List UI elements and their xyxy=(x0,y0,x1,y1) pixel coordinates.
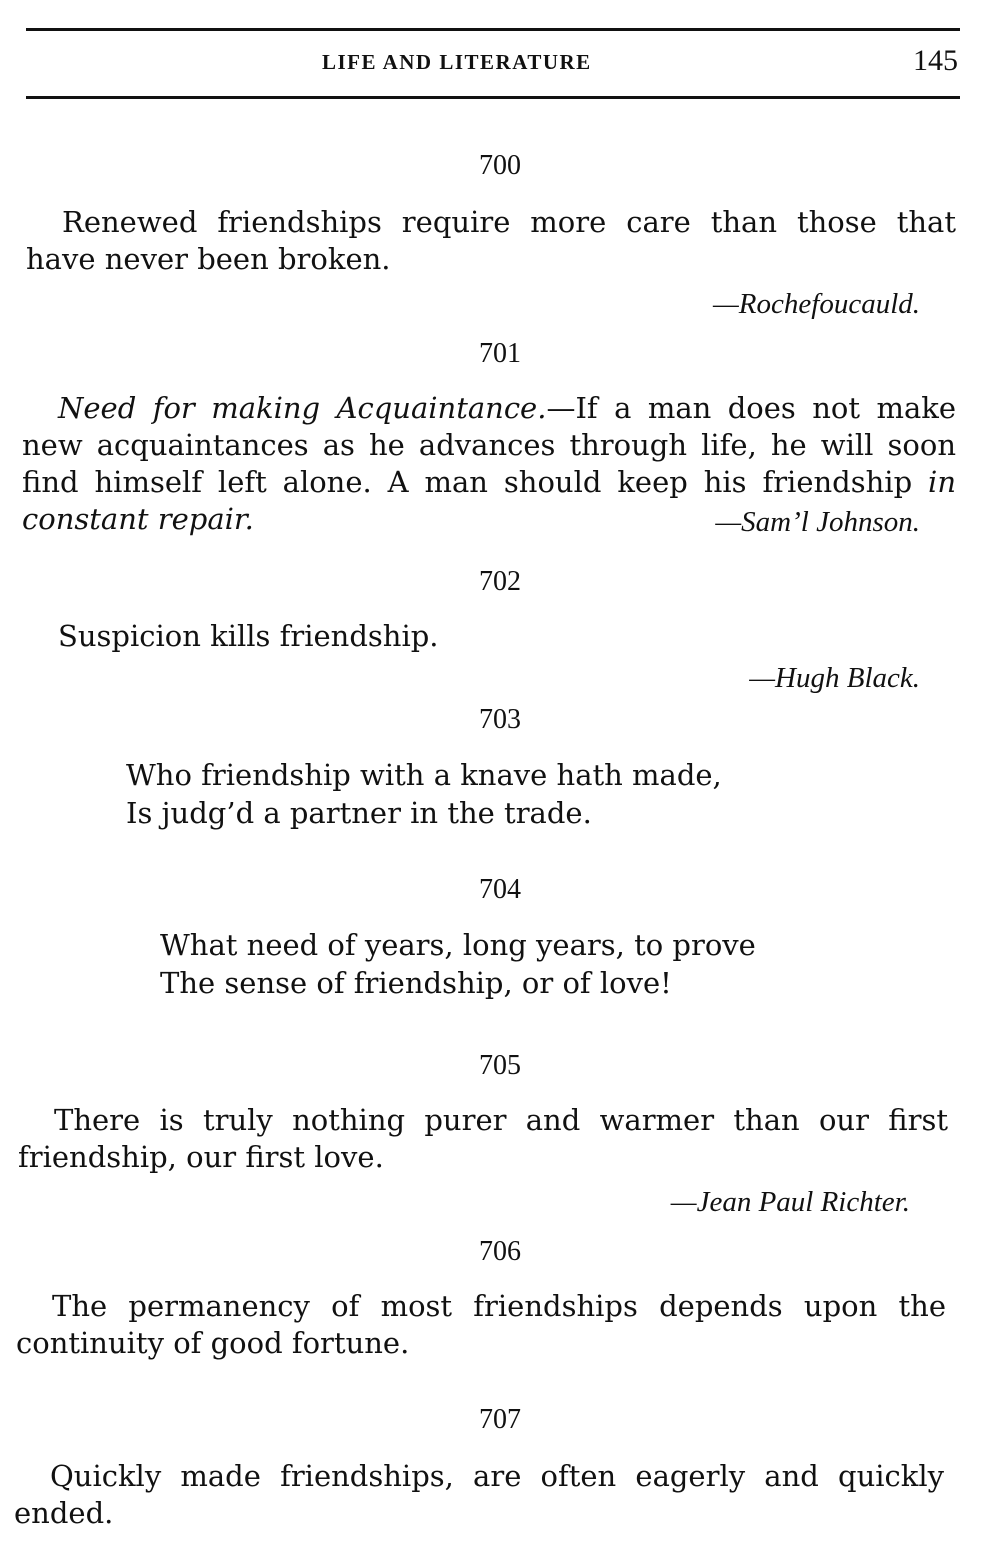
header-rule-bottom xyxy=(26,96,960,99)
entry-number: 702 xyxy=(479,566,521,597)
entry-body: There is truly nothing purer and warmer than our first friendship, our first love. xyxy=(18,1103,948,1174)
entry-number: 700 xyxy=(479,150,521,181)
entry-number: 706 xyxy=(479,1236,521,1267)
entry-number: 707 xyxy=(479,1404,521,1435)
entry-text xyxy=(16,1288,946,1362)
entry-attribution: —Rochefoucauld. xyxy=(713,288,920,320)
entry-text xyxy=(18,1102,948,1176)
entry-tail: in constant repair. xyxy=(22,465,956,536)
entry-text xyxy=(22,618,956,655)
entry-number: 704 xyxy=(479,874,521,905)
verse-line: The sense of friendship, or of love! xyxy=(160,966,672,1000)
running-head: LIFE AND LITERATURE xyxy=(322,50,592,74)
entry-text xyxy=(14,1458,944,1532)
header-rule-top xyxy=(26,28,960,31)
verse xyxy=(160,926,756,1002)
entry-attribution: —Hugh Black. xyxy=(749,662,920,694)
page-number: 145 xyxy=(913,44,958,77)
entry-body: Renewed friendships require more care than those that have never been broken. xyxy=(26,205,956,276)
verse-line: Who friendship with a knave hath made, xyxy=(126,758,722,792)
entry-lead: Need for making Acquaintance. xyxy=(58,391,547,425)
verse-line: Is judg’d a partner in the trade. xyxy=(126,796,592,830)
entry-body: Suspicion kills friendship. xyxy=(58,619,439,653)
entry-number: 703 xyxy=(479,704,521,735)
entry-body: —If a man does not make new acquaintances as he advances through life, he will soon find himself left alone. A man should keep his friendship xyxy=(22,391,957,499)
entry-text xyxy=(26,204,956,278)
entry-number: 705 xyxy=(479,1050,521,1081)
verse-line: What need of years, long years, to prove xyxy=(160,928,756,962)
verse xyxy=(126,756,722,832)
entry-body: Quickly made friendships, are often eagerly and quickly ended. xyxy=(14,1459,944,1530)
entry-attribution: —Jean Paul Richter. xyxy=(670,1186,910,1218)
entry-number: 701 xyxy=(479,338,521,369)
entry-body: The permanency of most friendships depends upon the continuity of good fortune. xyxy=(16,1289,946,1360)
entry-attribution: —Sam’l Johnson. xyxy=(715,506,920,538)
